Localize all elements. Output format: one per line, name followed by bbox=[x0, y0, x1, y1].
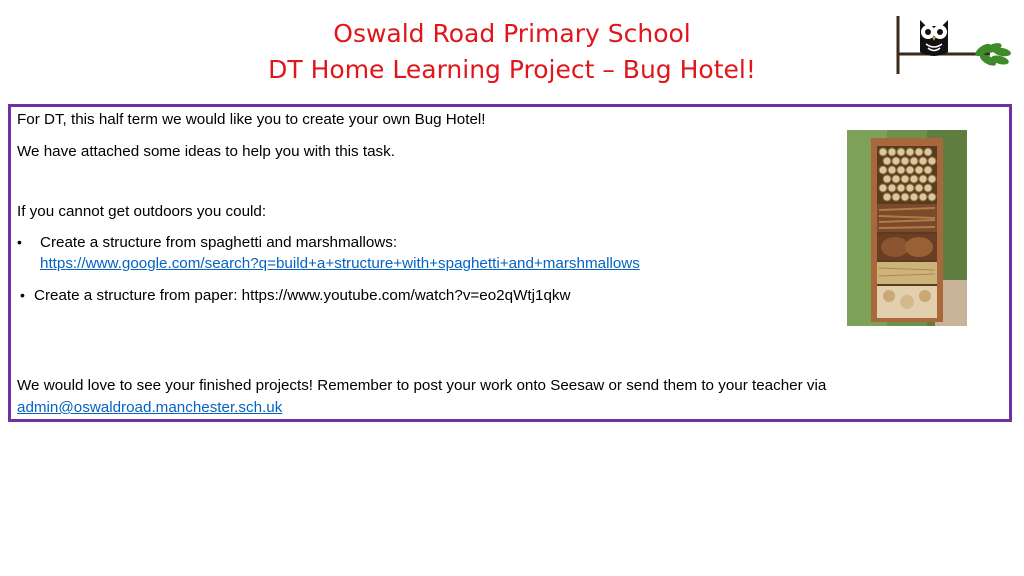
project-title: DT Home Learning Project – Bug Hotel! bbox=[268, 55, 756, 84]
owl-logo-icon bbox=[890, 10, 1016, 80]
outdoors-line: If you cannot get outdoors you could: bbox=[17, 203, 267, 220]
intro-line: For DT, this half term we would like you to create your own Bug Hotel! bbox=[17, 111, 486, 128]
closing-line: We would love to see your finished projects! Remember to post your work onto Seesaw or send them to your teacher via bbox=[17, 377, 827, 394]
school-title: Oswald Road Primary School bbox=[333, 19, 691, 48]
bug-hotel-image bbox=[847, 130, 967, 326]
spaghetti-link[interactable]: https://www.google.com/search?q=build+a+structure+with+spaghetti+and+marshmallows bbox=[40, 255, 640, 272]
bullet-2-icon: • bbox=[20, 287, 25, 303]
bullet-2-text: Create a structure from paper: https://www.youtube.com/watch?v=eo2qWtj1qkw bbox=[34, 287, 571, 304]
ideas-line: We have attached some ideas to help you with this task. bbox=[17, 143, 395, 160]
bullet-1-icon: • bbox=[17, 234, 22, 250]
bullet-1-text: Create a structure from spaghetti and marshmallows: bbox=[40, 234, 398, 251]
email-link[interactable]: admin@oswaldroad.manchester.sch.uk bbox=[17, 399, 283, 416]
